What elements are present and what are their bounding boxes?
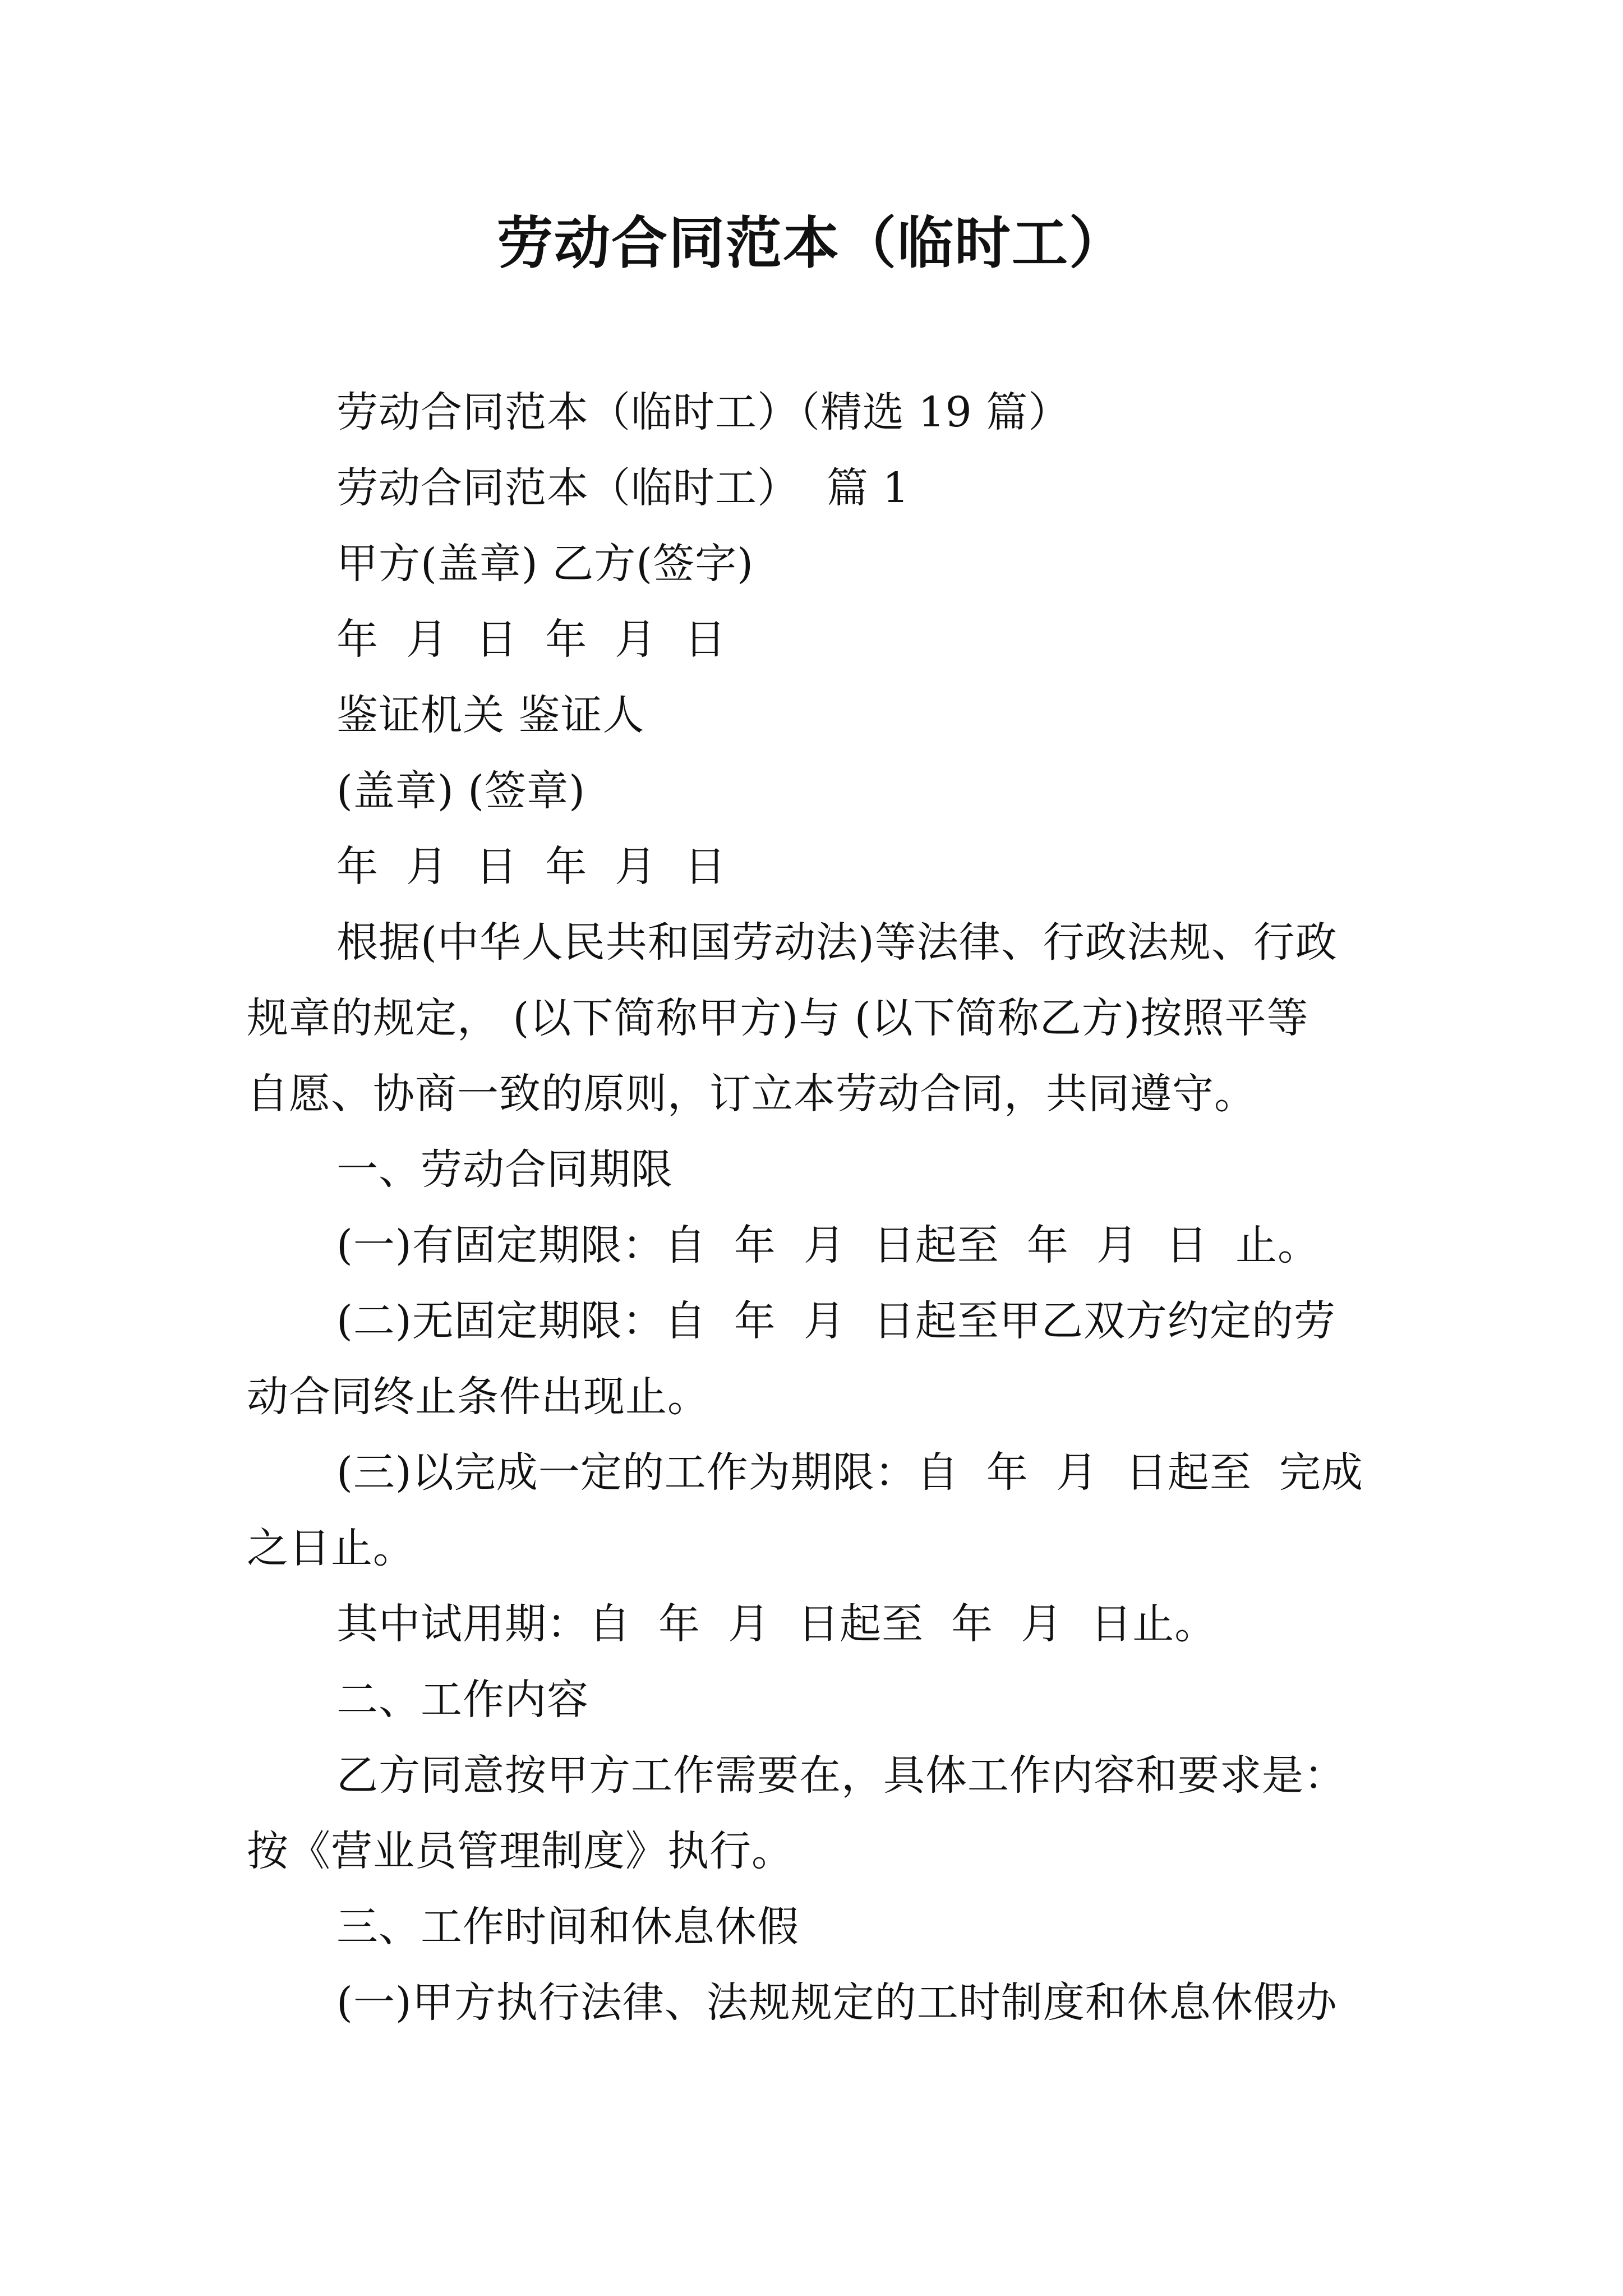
paragraph-line: 动合同终止条件出现止。 bbox=[247, 1373, 709, 1421]
paragraph-line: (一)有固定期限：自 年 月 日起至 年 月 日 止。 bbox=[336, 1221, 1320, 1269]
paragraph-line: 按《营业员管理制度》执行。 bbox=[247, 1827, 794, 1875]
date-line: 年 月 日 年 月 日 bbox=[336, 615, 727, 664]
date-line: 年 月 日 年 月 日 bbox=[336, 843, 727, 891]
section-heading-line: 劳动合同范本（临时工） 篇 1 bbox=[336, 464, 910, 512]
signature-parties-line: 甲方(盖章) 乙方(签字) bbox=[336, 540, 754, 588]
subtitle-line: 劳动合同范本（临时工）（精选 19 篇） bbox=[336, 388, 1071, 436]
paragraph-line: (一)甲方执行法律、法规规定的工时制度和休息休假办 bbox=[336, 1978, 1338, 2027]
paragraph-line: 规章的规定， (以下简称甲方)与 (以下简称乙方)按照平等 bbox=[247, 994, 1309, 1042]
paragraph-line: 乙方同意按甲方工作需要在，具体工作内容和要求是： bbox=[336, 1751, 1346, 1800]
document-title: 劳动合同范本（临时工） bbox=[497, 210, 1126, 276]
witness-line: 鉴证机关 鉴证人 bbox=[336, 691, 645, 739]
paragraph-line: 自愿、协商一致的原则，订立本劳动合同，共同遵守。 bbox=[247, 1070, 1256, 1118]
paragraph-line: 其中试用期：自 年 月 日起至 年 月 日止。 bbox=[336, 1600, 1217, 1648]
paragraph-line: (三)以完成一定的工作为期限：自 年 月 日起至 完成 bbox=[336, 1448, 1363, 1497]
seal-line: (盖章) (签章) bbox=[336, 767, 586, 815]
paragraph-line: 之日止。 bbox=[247, 1524, 415, 1572]
section-heading-line: 三、工作时间和休息休假 bbox=[336, 1903, 799, 1951]
section-heading-line: 二、工作内容 bbox=[336, 1676, 589, 1724]
paragraph-line: (二)无固定期限：自 年 月 日起至甲乙双方约定的劳 bbox=[336, 1297, 1336, 1345]
paragraph-line: 根据(中华人民共和国劳动法)等法律、行政法规、行政 bbox=[336, 918, 1338, 967]
section-heading-line: 一、劳动合同期限 bbox=[336, 1145, 673, 1194]
